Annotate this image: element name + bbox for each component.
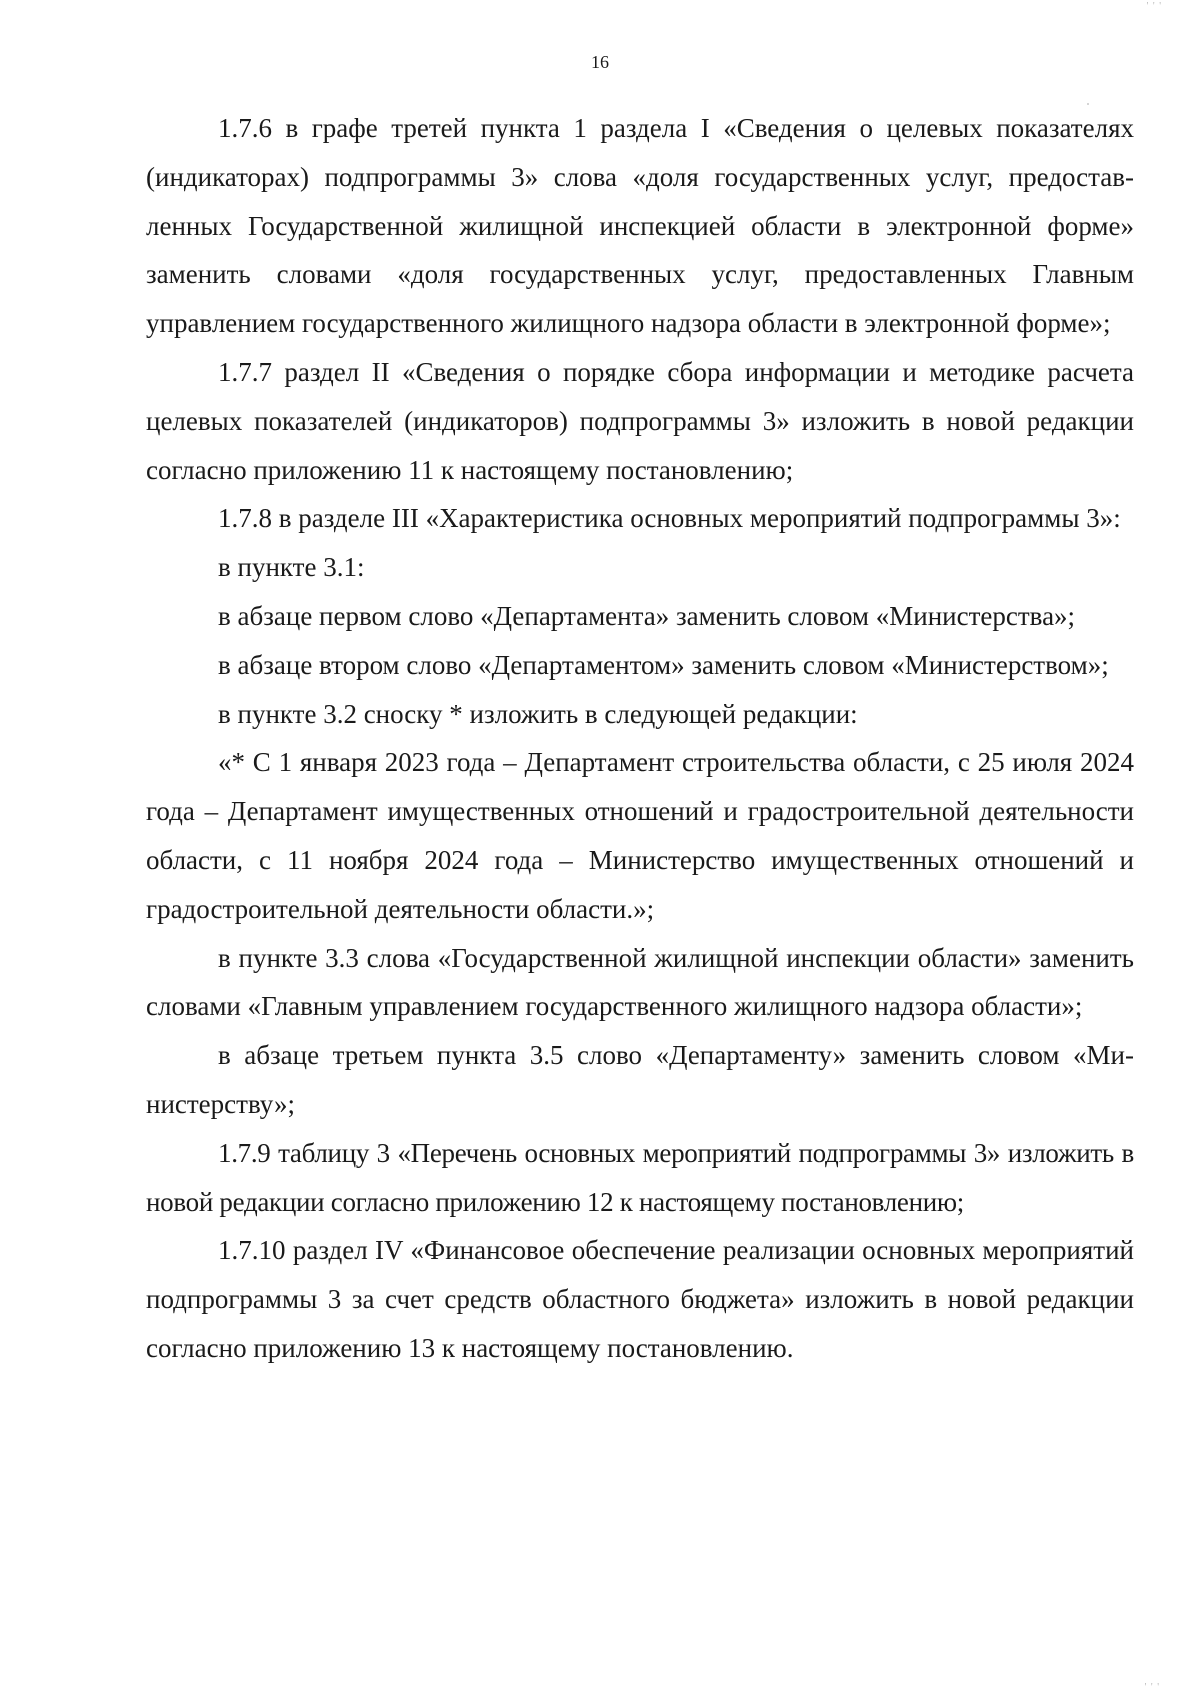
scan-artifact-bottom: ' ' ' (1144, 1682, 1160, 1693)
paragraph-1-7-7: 1.7.7 раздел II «Сведения о порядке сбора информации и методике расчета целевых показателей (индикаторов) подпрограммы 3» изложить в новой редакции согласно приложению 11 к настоящему постановлению; (146, 356, 1134, 485)
paragraph-1-7-9: 1.7.9 таблицу 3 «Перечень основных мероприятий подпрограммы 3» изложить в новой редакции согласно приложению 12 к настоящему постановлению; (146, 1137, 1134, 1217)
page-number: 16 (591, 52, 609, 72)
paragraph-1-7-10: 1.7.10 раздел IV «Финансовое обеспечение реализации основных мероприятий подпрограммы 3 за счет средств областного бюджета» изложить в новой редакции согласно приложению 13 к настоящему постановлению. (146, 1235, 1134, 1363)
paragraph-item-3-2: в пункте 3.2 сноску * изложить в следующей редакции: (218, 698, 858, 729)
paragraph-footnote-text: «* С 1 января 2023 года – Департамент строительства области, с 25 июля 2024 года – Департамент имущественных отношений и градостроительной деятельности области, с 11 ноября 2024 года – Министерство имущественных отношений и градостроительной деятельности области.»; (146, 747, 1134, 924)
paragraph-item-3-3: в пункте 3.3 слова «Государственной жилищной инспекции области» заменить словами «Главным управлением государственного жилищного надзора области»; (146, 942, 1134, 1022)
document-body (146, 104, 1134, 1373)
paragraph-1-7-8: 1.7.8 в разделе III «Характеристика основных мероприятий подпрограммы 3»: (218, 503, 1121, 534)
paragraph-3-1-second: в абзаце втором слово «Департаментом» заменить словом «Министерством»; (218, 649, 1109, 680)
paragraph-1-7-6: 1.7.6 в графе третей пункта 1 раздела I «Сведения о целевых показателях (индикаторах) подпрограммы 3» слова «доля государственных услуг, предоставленных Государственной жилищной инспекцией области в электронной форме» заменить словами «доля государственных услуг, предоставленных Главным управлением государственного жилищного надзора области в электронной форме»; (146, 113, 1134, 339)
paragraph-item-3-5: в абзаце третьем пункта 3.5 слово «Департаменту» заменить словом «Министерству»; (146, 1040, 1134, 1119)
scan-artifact-top: ' ' ' (1146, 1, 1162, 12)
paragraph-3-1-first: в абзаце первом слово «Департамента» заменить словом «Министерства»; (218, 600, 1076, 631)
paragraph-item-3-1: в пункте 3.1: (218, 552, 365, 583)
